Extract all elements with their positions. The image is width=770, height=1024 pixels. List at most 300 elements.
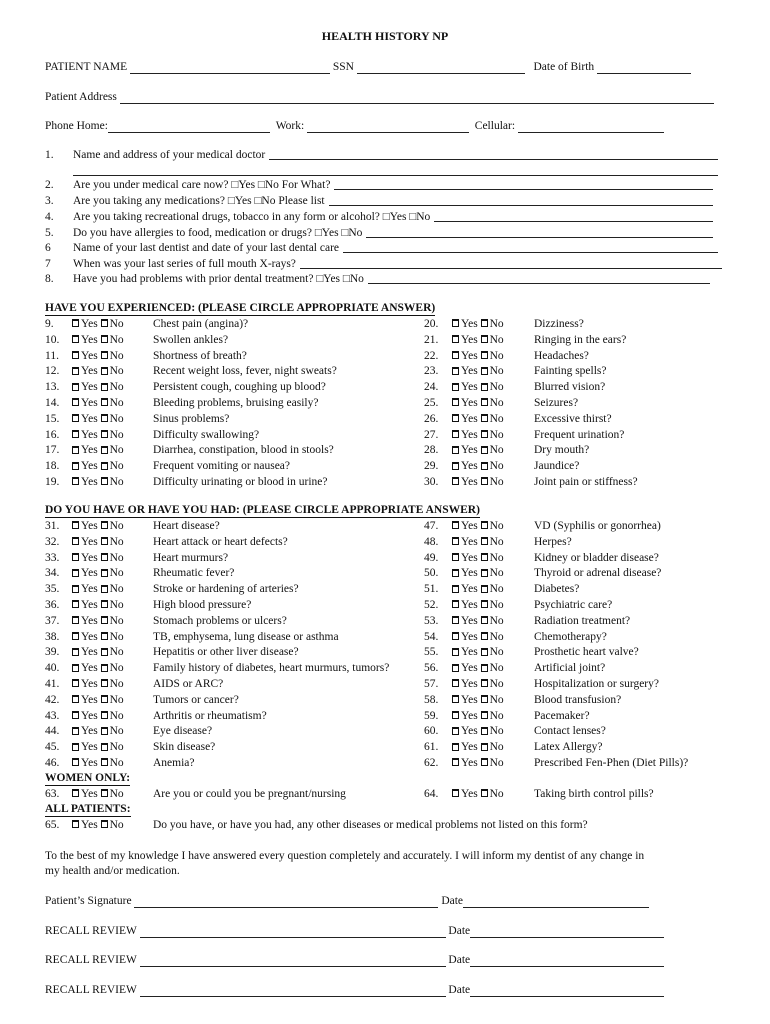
yes-label: Yes — [81, 662, 98, 675]
yes-label: Yes — [81, 535, 98, 548]
no-checkbox[interactable] — [101, 521, 108, 529]
no-label: No — [109, 646, 124, 659]
yes-no-options — [452, 661, 504, 675]
yes-no-options — [72, 661, 124, 675]
question-number: 8. — [45, 273, 54, 285]
yes-label: Yes — [461, 412, 478, 425]
yes-no-options — [452, 535, 504, 549]
yes-checkbox[interactable] — [72, 632, 79, 640]
yes-checkbox[interactable] — [452, 616, 459, 624]
general-question — [73, 194, 713, 208]
yes-checkbox[interactable] — [452, 664, 459, 672]
yes-checkbox[interactable] — [452, 569, 459, 577]
yes-checkbox[interactable] — [452, 695, 459, 703]
yes-no-options — [452, 333, 504, 347]
no-label: No — [489, 381, 504, 394]
question-text: Are you taking recreational drugs, tobacco in any form or alcohol? □Yes □No — [73, 211, 431, 223]
yes-checkbox[interactable] — [72, 727, 79, 735]
section1-heading: HAVE YOU EXPERIENCED: (PLEASE CIRCLE APPROPRIATE ANSWER) — [45, 302, 436, 314]
no-checkbox[interactable] — [481, 335, 488, 343]
item-number: 12. — [45, 365, 60, 378]
work-phone-field[interactable] — [307, 121, 469, 133]
no-checkbox[interactable] — [481, 743, 488, 751]
no-checkbox[interactable] — [481, 789, 488, 797]
yes-no-options — [72, 317, 124, 331]
yes-no-options — [72, 364, 124, 378]
yes-no-options — [72, 380, 124, 394]
no-checkbox[interactable] — [101, 335, 108, 343]
condition-text: High blood pressure? — [153, 599, 252, 611]
phone-row — [45, 119, 664, 133]
patient-signature-date-field[interactable] — [463, 896, 649, 908]
condition-text: Excessive thirst? — [534, 412, 612, 425]
answer-field[interactable] — [300, 257, 722, 269]
no-checkbox[interactable] — [481, 351, 488, 359]
yes-label: Yes — [461, 333, 478, 346]
condition-text: VD (Syphilis or gonorrhea) — [534, 520, 661, 532]
no-checkbox[interactable] — [481, 383, 488, 391]
item-number: 32. — [45, 535, 60, 548]
yes-checkbox[interactable] — [72, 383, 79, 391]
yes-checkbox[interactable] — [452, 743, 459, 751]
no-checkbox[interactable] — [481, 711, 488, 719]
yes-checkbox[interactable] — [452, 477, 459, 485]
condition-text: Jaundice? — [534, 460, 580, 473]
no-checkbox[interactable] — [101, 820, 108, 828]
yes-no-options — [452, 724, 504, 738]
yes-checkbox[interactable] — [72, 585, 79, 593]
yes-label: Yes — [461, 662, 478, 675]
ssn-field[interactable] — [357, 62, 525, 74]
answer-field[interactable] — [366, 226, 713, 238]
item-number: 41. — [45, 678, 60, 690]
item-number: 24. — [424, 381, 439, 394]
no-checkbox[interactable] — [101, 585, 108, 593]
yes-checkbox[interactable] — [72, 367, 79, 375]
condition-text: Stroke or hardening of arteries? — [153, 583, 299, 596]
yes-checkbox[interactable] — [452, 414, 459, 422]
yes-no-options — [72, 396, 124, 410]
no-checkbox[interactable] — [481, 537, 488, 545]
item-number: 63. — [45, 788, 60, 800]
item-number: 17. — [45, 444, 60, 457]
no-checkbox[interactable] — [101, 537, 108, 545]
date-label: Date — [448, 954, 471, 966]
no-label: No — [489, 567, 504, 580]
yes-checkbox[interactable] — [72, 711, 79, 719]
no-checkbox[interactable] — [481, 398, 488, 406]
yes-checkbox[interactable] — [452, 537, 459, 545]
item-number: 26. — [424, 412, 439, 425]
no-checkbox[interactable] — [481, 553, 488, 561]
condition-text: Thyroid or adrenal disease? — [534, 567, 662, 580]
address-field[interactable] — [120, 92, 714, 104]
no-checkbox[interactable] — [481, 446, 488, 454]
yes-label: Yes — [81, 397, 98, 409]
yes-no-options — [452, 756, 504, 770]
no-label: No — [109, 318, 124, 330]
yes-checkbox[interactable] — [452, 335, 459, 343]
yes-label: Yes — [81, 567, 98, 580]
yes-label: Yes — [81, 693, 98, 706]
yes-checkbox[interactable] — [72, 600, 79, 608]
yes-checkbox[interactable] — [452, 758, 459, 766]
no-label: No — [109, 614, 124, 627]
item-number: 58. — [424, 693, 439, 706]
yes-checkbox[interactable] — [452, 553, 459, 561]
recall-review-label: RECALL REVIEW — [45, 925, 137, 937]
yes-checkbox[interactable] — [72, 335, 79, 343]
item-number: 23. — [424, 365, 439, 378]
no-label: No — [489, 460, 504, 473]
condition-text: Dizziness? — [534, 318, 584, 330]
no-checkbox[interactable] — [481, 758, 488, 766]
yes-checkbox[interactable] — [452, 351, 459, 359]
yes-checkbox[interactable] — [72, 430, 79, 438]
item-number: 9. — [45, 318, 54, 330]
general-question — [73, 148, 718, 162]
item-number: 39. — [45, 646, 60, 659]
yes-checkbox[interactable] — [72, 553, 79, 561]
item-number: 14. — [45, 397, 60, 409]
condition-text: Hepatitis or other liver disease? — [153, 646, 299, 659]
yes-no-options — [452, 519, 504, 533]
yes-label: Yes — [461, 551, 478, 564]
yes-no-options — [452, 443, 504, 457]
yes-checkbox[interactable] — [72, 462, 79, 470]
yes-label: Yes — [461, 365, 478, 378]
no-checkbox[interactable] — [101, 553, 108, 561]
yes-checkbox[interactable] — [452, 521, 459, 529]
no-label: No — [489, 678, 504, 690]
yes-label: Yes — [461, 318, 478, 330]
no-checkbox[interactable] — [481, 430, 488, 438]
general-question — [73, 257, 722, 271]
condition-text: Contact lenses? — [534, 725, 606, 738]
condition-text: Anemia? — [153, 757, 195, 769]
yes-checkbox[interactable] — [72, 569, 79, 577]
yes-checkbox[interactable] — [452, 632, 459, 640]
patient-name-label: PATIENT NAME — [45, 61, 128, 73]
no-label: No — [489, 318, 504, 330]
no-checkbox[interactable] — [481, 679, 488, 687]
section2-heading: DO YOU HAVE OR HAVE YOU HAD: (PLEASE CIRCLE APPROPRIATE ANSWER) — [45, 504, 480, 516]
question-number: 4. — [45, 211, 54, 223]
yes-checkbox[interactable] — [452, 711, 459, 719]
yes-checkbox[interactable] — [72, 664, 79, 672]
question-number: 3. — [45, 195, 54, 207]
yes-label: Yes — [81, 678, 98, 690]
question-number: 6 — [45, 242, 51, 254]
no-checkbox[interactable] — [101, 477, 108, 485]
item-number: 62. — [424, 757, 439, 769]
condition-text: Swollen ankles? — [153, 333, 229, 346]
no-checkbox[interactable] — [101, 789, 108, 797]
yes-no-options — [452, 349, 504, 363]
yes-no-options — [452, 645, 504, 659]
yes-no-options — [452, 709, 504, 723]
yes-no-options — [72, 475, 124, 489]
no-checkbox[interactable] — [101, 758, 108, 766]
no-checkbox[interactable] — [481, 462, 488, 470]
no-checkbox[interactable] — [101, 664, 108, 672]
no-checkbox[interactable] — [481, 727, 488, 735]
yes-checkbox[interactable] — [452, 430, 459, 438]
no-label: No — [489, 741, 504, 754]
address-label: Patient Address — [45, 91, 117, 103]
item-number: 48. — [424, 535, 439, 548]
yes-checkbox[interactable] — [72, 319, 79, 327]
yes-no-options — [452, 380, 504, 394]
condition-text: Prescribed Fen-Phen (Diet Pills)? — [534, 757, 689, 769]
yes-checkbox[interactable] — [72, 758, 79, 766]
no-checkbox[interactable] — [101, 319, 108, 327]
yes-label: Yes — [81, 709, 98, 722]
yes-checkbox[interactable] — [72, 743, 79, 751]
yes-no-options — [72, 740, 124, 754]
patient-name-row — [45, 60, 691, 74]
yes-checkbox[interactable] — [452, 367, 459, 375]
yes-label: Yes — [81, 583, 98, 596]
dob-label: Date of Birth — [533, 61, 595, 73]
answer-field[interactable] — [329, 194, 713, 206]
no-checkbox[interactable] — [481, 521, 488, 529]
yes-checkbox[interactable] — [72, 679, 79, 687]
no-checkbox[interactable] — [101, 351, 108, 359]
yes-checkbox[interactable] — [72, 446, 79, 454]
yes-label: Yes — [461, 614, 478, 627]
no-checkbox[interactable] — [101, 430, 108, 438]
item-number: 47. — [424, 520, 439, 532]
yes-label: Yes — [81, 741, 98, 754]
no-label: No — [109, 725, 124, 738]
condition-text: Psychiatric care? — [534, 599, 613, 611]
no-label: No — [489, 693, 504, 706]
patient-signature-label: Patient’s Signature — [45, 895, 132, 907]
question-number: 1. — [45, 149, 54, 161]
no-checkbox[interactable] — [101, 679, 108, 687]
condition-text: AIDS or ARC? — [153, 678, 224, 690]
yes-label: Yes — [461, 397, 478, 409]
no-checkbox[interactable] — [101, 743, 108, 751]
item-number: 55. — [424, 646, 439, 659]
yes-label: Yes — [81, 476, 98, 488]
yes-checkbox[interactable] — [452, 679, 459, 687]
yes-checkbox[interactable] — [72, 537, 79, 545]
date-label: Date — [441, 895, 464, 907]
item-number: 57. — [424, 678, 439, 690]
condition-text: Do you have, or have you had, any other diseases or medical problems not listed on this form? — [153, 819, 588, 831]
no-label: No — [489, 476, 504, 488]
yes-checkbox[interactable] — [452, 727, 459, 735]
patient-name-field[interactable] — [130, 62, 330, 74]
no-checkbox[interactable] — [481, 585, 488, 593]
no-label: No — [109, 476, 124, 488]
yes-checkbox[interactable] — [452, 789, 459, 797]
no-checkbox[interactable] — [101, 383, 108, 391]
yes-checkbox[interactable] — [452, 600, 459, 608]
cellular-label: Cellular: — [474, 120, 516, 132]
no-checkbox[interactable] — [481, 600, 488, 608]
no-checkbox[interactable] — [481, 632, 488, 640]
doctor-address-field-line-2[interactable] — [73, 164, 718, 176]
yes-label: Yes — [461, 599, 478, 611]
question-text: Are you under medical care now? □Yes □No For What? — [73, 179, 331, 191]
no-checkbox[interactable] — [101, 648, 108, 656]
question-text: Do you have allergies to food, medication or drugs? □Yes □No — [73, 227, 363, 239]
no-label: No — [489, 614, 504, 627]
yes-label: Yes — [461, 757, 478, 769]
item-number: 16. — [45, 428, 60, 441]
yes-no-options — [452, 566, 504, 580]
recall-review-field-3[interactable] — [140, 985, 446, 997]
condition-text: Frequent urination? — [534, 428, 625, 441]
condition-text: Heart disease? — [153, 520, 220, 532]
condition-text: Artificial joint? — [534, 662, 606, 675]
no-checkbox[interactable] — [101, 462, 108, 470]
no-checkbox[interactable] — [481, 477, 488, 485]
answer-field[interactable] — [269, 148, 718, 160]
yes-label: Yes — [461, 788, 478, 800]
recall-review-field-2[interactable] — [140, 955, 446, 967]
yes-checkbox[interactable] — [452, 585, 459, 593]
item-number: 20. — [424, 318, 439, 330]
answer-field[interactable] — [343, 241, 718, 253]
item-number: 52. — [424, 599, 439, 611]
item-number: 59. — [424, 709, 439, 722]
no-checkbox[interactable] — [481, 367, 488, 375]
yes-no-options — [72, 566, 124, 580]
no-label: No — [109, 662, 124, 675]
yes-no-options — [72, 677, 124, 691]
yes-no-options — [72, 645, 124, 659]
yes-no-options — [452, 598, 504, 612]
condition-text: Joint pain or stiffness? — [534, 476, 638, 488]
yes-label: Yes — [81, 349, 98, 362]
yes-checkbox[interactable] — [72, 521, 79, 529]
recall-review-field-1[interactable] — [140, 926, 446, 938]
yes-label: Yes — [81, 725, 98, 738]
dob-field[interactable] — [597, 62, 691, 74]
no-checkbox[interactable] — [101, 695, 108, 703]
item-number: 33. — [45, 551, 60, 564]
no-label: No — [109, 333, 124, 346]
ssn-label: SSN — [332, 61, 354, 73]
condition-text: Fainting spells? — [534, 365, 607, 378]
item-number: 40. — [45, 662, 60, 675]
recall-review-date-field-2[interactable] — [470, 955, 664, 967]
item-number: 45. — [45, 741, 60, 754]
no-checkbox[interactable] — [101, 414, 108, 422]
item-number: 11. — [45, 349, 59, 362]
no-label: No — [489, 788, 504, 800]
no-checkbox[interactable] — [101, 367, 108, 375]
no-checkbox[interactable] — [101, 632, 108, 640]
no-checkbox[interactable] — [481, 648, 488, 656]
yes-checkbox[interactable] — [452, 383, 459, 391]
patient-signature-field[interactable] — [134, 896, 438, 908]
phone-home-field[interactable] — [108, 121, 270, 133]
no-checkbox[interactable] — [101, 446, 108, 454]
yes-checkbox[interactable] — [72, 648, 79, 656]
answer-field[interactable] — [434, 210, 713, 222]
cellular-field[interactable] — [518, 121, 664, 133]
no-checkbox[interactable] — [101, 727, 108, 735]
yes-checkbox[interactable] — [452, 648, 459, 656]
no-checkbox[interactable] — [101, 398, 108, 406]
no-label: No — [109, 381, 124, 394]
no-checkbox[interactable] — [101, 600, 108, 608]
yes-checkbox[interactable] — [72, 789, 79, 797]
answer-field[interactable] — [334, 178, 713, 190]
yes-checkbox[interactable] — [72, 695, 79, 703]
item-number: 21. — [424, 333, 439, 346]
yes-checkbox[interactable] — [452, 462, 459, 470]
yes-no-options — [72, 459, 124, 473]
no-label: No — [109, 412, 124, 425]
condition-text: Diabetes? — [534, 583, 580, 596]
item-number: 27. — [424, 428, 439, 441]
item-number: 19. — [45, 476, 60, 488]
no-checkbox[interactable] — [101, 616, 108, 624]
no-label: No — [489, 725, 504, 738]
no-checkbox[interactable] — [481, 414, 488, 422]
yes-checkbox[interactable] — [452, 398, 459, 406]
no-checkbox[interactable] — [481, 319, 488, 327]
yes-checkbox[interactable] — [72, 351, 79, 359]
item-number: 34. — [45, 567, 60, 580]
no-checkbox[interactable] — [481, 695, 488, 703]
no-label: No — [109, 535, 124, 548]
yes-checkbox[interactable] — [72, 477, 79, 485]
no-checkbox[interactable] — [481, 664, 488, 672]
yes-checkbox[interactable] — [72, 616, 79, 624]
patient-signature-row — [45, 894, 649, 908]
condition-text: Bleeding problems, bruising easily? — [153, 397, 319, 409]
yes-no-options — [72, 709, 124, 723]
yes-checkbox[interactable] — [72, 820, 79, 828]
question-number: 5. — [45, 227, 54, 239]
no-checkbox[interactable] — [481, 616, 488, 624]
condition-text: Heart murmurs? — [153, 551, 229, 564]
yes-label: Yes — [461, 693, 478, 706]
answer-field[interactable] — [368, 272, 710, 284]
yes-no-options — [72, 756, 124, 770]
item-number: 30. — [424, 476, 439, 488]
no-checkbox[interactable] — [101, 711, 108, 719]
yes-no-options — [72, 598, 124, 612]
no-label: No — [489, 444, 504, 457]
yes-no-options — [452, 364, 504, 378]
recall-review-date-field-1[interactable] — [470, 926, 664, 938]
yes-checkbox[interactable] — [72, 398, 79, 406]
yes-checkbox[interactable] — [72, 414, 79, 422]
recall-review-row-1 — [45, 924, 664, 938]
condition-text: Diarrhea, constipation, blood in stools? — [153, 444, 334, 457]
yes-label: Yes — [461, 725, 478, 738]
no-label: No — [489, 349, 504, 362]
yes-checkbox[interactable] — [452, 319, 459, 327]
no-checkbox[interactable] — [481, 569, 488, 577]
yes-checkbox[interactable] — [452, 446, 459, 454]
yes-label: Yes — [81, 819, 98, 831]
work-label: Work: — [275, 120, 305, 132]
recall-review-date-field-3[interactable] — [470, 985, 664, 997]
item-number: 61. — [424, 741, 439, 754]
condition-text: Herpes? — [534, 535, 572, 548]
yes-label: Yes — [461, 460, 478, 473]
no-checkbox[interactable] — [101, 569, 108, 577]
